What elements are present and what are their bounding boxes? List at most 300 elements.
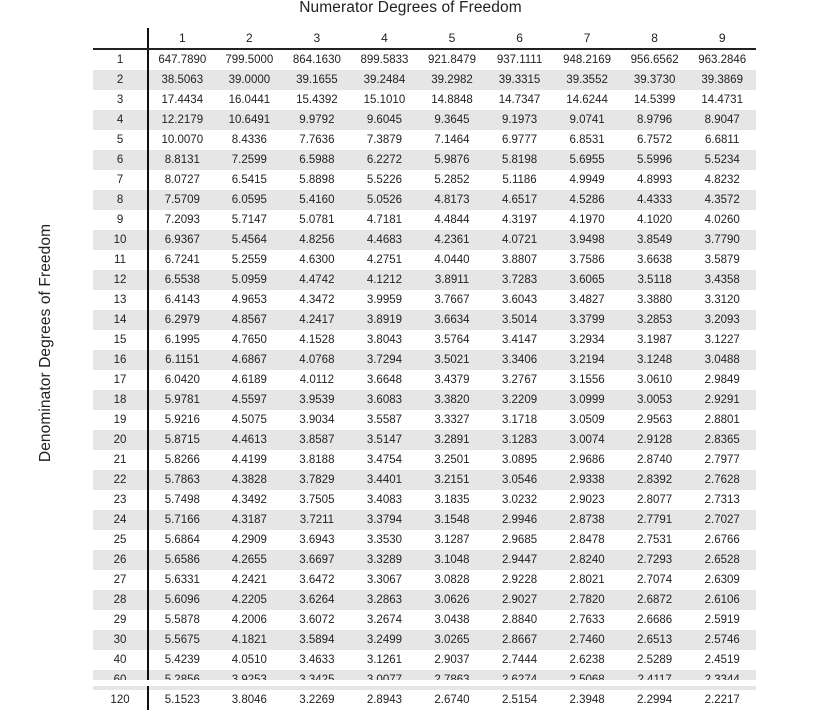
row-label-30: 30 bbox=[93, 630, 148, 650]
cell-r10-c1: 6.9367 bbox=[148, 230, 216, 250]
cell-r26-c2: 4.2655 bbox=[216, 550, 284, 570]
cell-r28-c3: 3.6264 bbox=[283, 590, 351, 610]
cell-r29-c5: 3.0438 bbox=[418, 610, 486, 630]
row-label-6: 6 bbox=[93, 150, 148, 170]
cell-r19-c9: 2.8801 bbox=[688, 410, 756, 430]
row-label-2: 2 bbox=[93, 70, 148, 90]
column-header-7: 7 bbox=[553, 28, 621, 49]
row-label-5: 5 bbox=[93, 130, 148, 150]
column-header-8: 8 bbox=[621, 28, 689, 49]
cell-r21-c1: 5.8266 bbox=[148, 450, 216, 470]
row-label-10: 10 bbox=[93, 230, 148, 250]
cell-r18-c3: 3.9539 bbox=[283, 390, 351, 410]
cell-r5-c9: 6.6811 bbox=[688, 130, 756, 150]
table-row bbox=[93, 450, 756, 470]
row-label-22: 22 bbox=[93, 470, 148, 490]
table-header bbox=[93, 28, 756, 49]
cell-r20-c1: 5.8715 bbox=[148, 430, 216, 450]
cell-r25-c6: 2.9685 bbox=[486, 530, 554, 550]
cell-r9-c2: 5.7147 bbox=[216, 210, 284, 230]
column-header-9: 9 bbox=[688, 28, 756, 49]
cell-r10-c2: 5.4564 bbox=[216, 230, 284, 250]
cell-r11-c7: 3.7586 bbox=[553, 250, 621, 270]
cell-r120-c9: 2.2217 bbox=[688, 690, 756, 710]
row-label-17: 17 bbox=[93, 370, 148, 390]
cell-r18-c6: 3.2209 bbox=[486, 390, 554, 410]
cell-r28-c6: 2.9027 bbox=[486, 590, 554, 610]
cell-r5-c5: 7.1464 bbox=[418, 130, 486, 150]
cell-r20-c9: 2.8365 bbox=[688, 430, 756, 450]
cell-r9-c9: 4.0260 bbox=[688, 210, 756, 230]
cell-r21-c4: 3.4754 bbox=[351, 450, 419, 470]
cell-r10-c7: 3.9498 bbox=[553, 230, 621, 250]
cell-r30-c2: 4.1821 bbox=[216, 630, 284, 650]
cell-r28-c7: 2.7820 bbox=[553, 590, 621, 610]
cell-r23-c6: 3.0232 bbox=[486, 490, 554, 510]
cell-r13-c3: 4.3472 bbox=[283, 290, 351, 310]
cell-r26-c8: 2.7293 bbox=[621, 550, 689, 570]
cell-r1-c9: 963.2846 bbox=[688, 49, 756, 70]
cell-r27-c6: 2.9228 bbox=[486, 570, 554, 590]
f-critical-values-table bbox=[93, 28, 756, 710]
cell-r24-c7: 2.8738 bbox=[553, 510, 621, 530]
cell-r27-c2: 4.2421 bbox=[216, 570, 284, 590]
cell-r15-c9: 3.1227 bbox=[688, 330, 756, 350]
cell-r11-c2: 5.2559 bbox=[216, 250, 284, 270]
cell-r27-c8: 2.7074 bbox=[621, 570, 689, 590]
cell-r9-c5: 4.4844 bbox=[418, 210, 486, 230]
cell-r4-c3: 9.9792 bbox=[283, 110, 351, 130]
cell-r24-c4: 3.3794 bbox=[351, 510, 419, 530]
cell-r13-c2: 4.9653 bbox=[216, 290, 284, 310]
cell-r14-c9: 3.2093 bbox=[688, 310, 756, 330]
cell-r120-c6: 2.5154 bbox=[486, 690, 554, 710]
cell-r7-c3: 5.8898 bbox=[283, 170, 351, 190]
table-row bbox=[93, 150, 756, 170]
cell-r3-c5: 14.8848 bbox=[418, 90, 486, 110]
cell-r7-c9: 4.8232 bbox=[688, 170, 756, 190]
cell-r11-c8: 3.6638 bbox=[621, 250, 689, 270]
cell-r14-c1: 6.2979 bbox=[148, 310, 216, 330]
row-label-16: 16 bbox=[93, 350, 148, 370]
cell-r6-c5: 5.9876 bbox=[418, 150, 486, 170]
cell-r40-c9: 2.4519 bbox=[688, 650, 756, 670]
cell-r8-c4: 5.0526 bbox=[351, 190, 419, 210]
cell-r3-c8: 14.5399 bbox=[621, 90, 689, 110]
cell-r23-c8: 2.8077 bbox=[621, 490, 689, 510]
table-row bbox=[93, 610, 756, 630]
cell-r8-c1: 7.5709 bbox=[148, 190, 216, 210]
cell-r8-c8: 4.4333 bbox=[621, 190, 689, 210]
cell-r2-c2: 39.0000 bbox=[216, 70, 284, 90]
cell-r27-c4: 3.3067 bbox=[351, 570, 419, 590]
cell-r11-c1: 6.7241 bbox=[148, 250, 216, 270]
cell-r19-c8: 2.9563 bbox=[621, 410, 689, 430]
cell-r4-c5: 9.3645 bbox=[418, 110, 486, 130]
cell-r19-c6: 3.1718 bbox=[486, 410, 554, 430]
row-label-25: 25 bbox=[93, 530, 148, 550]
cell-r26-c7: 2.8240 bbox=[553, 550, 621, 570]
cell-r24-c2: 4.3187 bbox=[216, 510, 284, 530]
cell-r14-c6: 3.5014 bbox=[486, 310, 554, 330]
cell-r4-c4: 9.6045 bbox=[351, 110, 419, 130]
cell-r8-c5: 4.8173 bbox=[418, 190, 486, 210]
cell-r13-c7: 3.4827 bbox=[553, 290, 621, 310]
row-label-7: 7 bbox=[93, 170, 148, 190]
cell-r4-c9: 8.9047 bbox=[688, 110, 756, 130]
cell-r17-c1: 6.0420 bbox=[148, 370, 216, 390]
cell-r28-c1: 5.6096 bbox=[148, 590, 216, 610]
cell-r22-c4: 3.4401 bbox=[351, 470, 419, 490]
cell-r29-c4: 3.2674 bbox=[351, 610, 419, 630]
cell-r120-c7: 2.3948 bbox=[553, 690, 621, 710]
row-label-18: 18 bbox=[93, 390, 148, 410]
cell-r26-c4: 3.3289 bbox=[351, 550, 419, 570]
cell-r2-c8: 39.3730 bbox=[621, 70, 689, 90]
cell-r8-c6: 4.6517 bbox=[486, 190, 554, 210]
cell-r2-c6: 39.3315 bbox=[486, 70, 554, 90]
cell-r9-c1: 7.2093 bbox=[148, 210, 216, 230]
row-label-27: 27 bbox=[93, 570, 148, 590]
cell-r11-c4: 4.2751 bbox=[351, 250, 419, 270]
cell-r27-c1: 5.6331 bbox=[148, 570, 216, 590]
row-label-1: 1 bbox=[93, 49, 148, 70]
cell-r10-c5: 4.2361 bbox=[418, 230, 486, 250]
cell-r15-c5: 3.5764 bbox=[418, 330, 486, 350]
cell-r7-c5: 5.2852 bbox=[418, 170, 486, 190]
cell-r18-c1: 5.9781 bbox=[148, 390, 216, 410]
table-row bbox=[93, 550, 756, 570]
cell-r8-c9: 4.3572 bbox=[688, 190, 756, 210]
cell-r14-c5: 3.6634 bbox=[418, 310, 486, 330]
column-header-4: 4 bbox=[351, 28, 419, 49]
cell-r23-c3: 3.7505 bbox=[283, 490, 351, 510]
cell-r17-c7: 3.1556 bbox=[553, 370, 621, 390]
column-header-1: 1 bbox=[148, 28, 216, 49]
cell-r27-c9: 2.6309 bbox=[688, 570, 756, 590]
row-label-29: 29 bbox=[93, 610, 148, 630]
cell-r10-c6: 4.0721 bbox=[486, 230, 554, 250]
cell-r3-c3: 15.4392 bbox=[283, 90, 351, 110]
cell-r15-c6: 3.4147 bbox=[486, 330, 554, 350]
cell-r21-c7: 2.9686 bbox=[553, 450, 621, 470]
cell-r11-c3: 4.6300 bbox=[283, 250, 351, 270]
cell-r27-c5: 3.0828 bbox=[418, 570, 486, 590]
cell-r40-c7: 2.6238 bbox=[553, 650, 621, 670]
cell-r1-c3: 864.1630 bbox=[283, 49, 351, 70]
cell-r120-c3: 3.2269 bbox=[283, 690, 351, 710]
cell-r21-c6: 3.0895 bbox=[486, 450, 554, 470]
cell-r9-c6: 4.3197 bbox=[486, 210, 554, 230]
denominator-axis-label-text: Denominator Degrees of Freedom bbox=[37, 223, 55, 463]
cell-r6-c9: 5.5234 bbox=[688, 150, 756, 170]
table-header-row bbox=[93, 28, 756, 49]
cell-r2-c7: 39.3552 bbox=[553, 70, 621, 90]
cell-r20-c3: 3.8587 bbox=[283, 430, 351, 450]
cell-r2-c3: 39.1655 bbox=[283, 70, 351, 90]
table-row bbox=[93, 510, 756, 530]
cell-r30-c6: 2.8667 bbox=[486, 630, 554, 650]
cell-r16-c3: 4.0768 bbox=[283, 350, 351, 370]
cell-r28-c9: 2.6106 bbox=[688, 590, 756, 610]
row-label-19: 19 bbox=[93, 410, 148, 430]
row-label-40: 40 bbox=[93, 650, 148, 670]
cell-r1-c8: 956.6562 bbox=[621, 49, 689, 70]
cell-r29-c2: 4.2006 bbox=[216, 610, 284, 630]
cell-r16-c6: 3.3406 bbox=[486, 350, 554, 370]
cell-r21-c9: 2.7977 bbox=[688, 450, 756, 470]
cell-r4-c7: 9.0741 bbox=[553, 110, 621, 130]
cell-r11-c5: 4.0440 bbox=[418, 250, 486, 270]
cell-r26-c1: 5.6586 bbox=[148, 550, 216, 570]
table-row bbox=[93, 130, 756, 150]
row-label-4: 4 bbox=[93, 110, 148, 130]
table-row bbox=[93, 230, 756, 250]
cell-r120-c2: 3.8046 bbox=[216, 690, 284, 710]
cell-r1-c6: 937.1111 bbox=[486, 49, 554, 70]
cell-r5-c6: 6.9777 bbox=[486, 130, 554, 150]
cell-r19-c1: 5.9216 bbox=[148, 410, 216, 430]
cell-r5-c7: 6.8531 bbox=[553, 130, 621, 150]
cell-r23-c7: 2.9023 bbox=[553, 490, 621, 510]
table-body bbox=[93, 49, 756, 710]
cell-r16-c1: 6.1151 bbox=[148, 350, 216, 370]
cell-r29-c8: 2.6686 bbox=[621, 610, 689, 630]
cell-r5-c1: 10.0070 bbox=[148, 130, 216, 150]
row-label-28: 28 bbox=[93, 590, 148, 610]
cell-r24-c1: 5.7166 bbox=[148, 510, 216, 530]
cell-r12-c5: 3.8911 bbox=[418, 270, 486, 290]
cell-r18-c4: 3.6083 bbox=[351, 390, 419, 410]
cell-r20-c4: 3.5147 bbox=[351, 430, 419, 450]
cell-r29-c3: 3.6072 bbox=[283, 610, 351, 630]
cell-r9-c3: 5.0781 bbox=[283, 210, 351, 230]
cell-r28-c4: 3.2863 bbox=[351, 590, 419, 610]
row-label-20: 20 bbox=[93, 430, 148, 450]
cell-r19-c5: 3.3327 bbox=[418, 410, 486, 430]
cell-r1-c2: 799.5000 bbox=[216, 49, 284, 70]
cell-r15-c2: 4.7650 bbox=[216, 330, 284, 350]
cell-r7-c6: 5.1186 bbox=[486, 170, 554, 190]
cell-r16-c5: 3.5021 bbox=[418, 350, 486, 370]
row-label-15: 15 bbox=[93, 330, 148, 350]
cell-r16-c9: 3.0488 bbox=[688, 350, 756, 370]
table-row bbox=[93, 470, 756, 490]
cell-r8-c2: 6.0595 bbox=[216, 190, 284, 210]
cell-r25-c4: 3.3530 bbox=[351, 530, 419, 550]
cell-r30-c1: 5.5675 bbox=[148, 630, 216, 650]
cell-r1-c5: 921.8479 bbox=[418, 49, 486, 70]
cell-r4-c8: 8.9796 bbox=[621, 110, 689, 130]
row-label-12: 12 bbox=[93, 270, 148, 290]
cell-r28-c5: 3.0626 bbox=[418, 590, 486, 610]
cell-r16-c7: 3.2194 bbox=[553, 350, 621, 370]
cell-r18-c2: 4.5597 bbox=[216, 390, 284, 410]
cell-r13-c6: 3.6043 bbox=[486, 290, 554, 310]
cell-r17-c5: 3.4379 bbox=[418, 370, 486, 390]
cell-r12-c2: 5.0959 bbox=[216, 270, 284, 290]
cell-r120-c1: 5.1523 bbox=[148, 690, 216, 710]
cell-r24-c5: 3.1548 bbox=[418, 510, 486, 530]
cell-r22-c9: 2.7628 bbox=[688, 470, 756, 490]
cell-r4-c6: 9.1973 bbox=[486, 110, 554, 130]
cell-r7-c8: 4.8993 bbox=[621, 170, 689, 190]
cell-r2-c4: 39.2484 bbox=[351, 70, 419, 90]
cell-r30-c5: 3.0265 bbox=[418, 630, 486, 650]
cell-r5-c2: 8.4336 bbox=[216, 130, 284, 150]
cell-r16-c4: 3.7294 bbox=[351, 350, 419, 370]
cell-r13-c9: 3.3120 bbox=[688, 290, 756, 310]
cell-r6-c1: 8.8131 bbox=[148, 150, 216, 170]
cell-r10-c8: 3.8549 bbox=[621, 230, 689, 250]
table-row bbox=[93, 70, 756, 90]
table-row bbox=[93, 210, 756, 230]
cell-r25-c1: 5.6864 bbox=[148, 530, 216, 550]
table-row bbox=[93, 650, 756, 670]
cell-r1-c4: 899.5833 bbox=[351, 49, 419, 70]
table-row bbox=[93, 570, 756, 590]
cell-r18-c8: 3.0053 bbox=[621, 390, 689, 410]
table-row bbox=[93, 370, 756, 390]
cell-r25-c3: 3.6943 bbox=[283, 530, 351, 550]
cell-r40-c5: 2.9037 bbox=[418, 650, 486, 670]
cell-r17-c2: 4.6189 bbox=[216, 370, 284, 390]
cell-r3-c1: 17.4434 bbox=[148, 90, 216, 110]
cell-r13-c8: 3.3880 bbox=[621, 290, 689, 310]
cell-r40-c2: 4.0510 bbox=[216, 650, 284, 670]
table-row bbox=[93, 270, 756, 290]
page-title: Numerator Degrees of Freedom bbox=[299, 0, 522, 16]
cell-r14-c4: 3.8919 bbox=[351, 310, 419, 330]
cell-r29-c6: 2.8840 bbox=[486, 610, 554, 630]
cell-r30-c8: 2.6513 bbox=[621, 630, 689, 650]
cell-r3-c2: 16.0441 bbox=[216, 90, 284, 110]
cell-r19-c7: 3.0509 bbox=[553, 410, 621, 430]
cell-r13-c1: 6.4143 bbox=[148, 290, 216, 310]
cell-r17-c8: 3.0610 bbox=[621, 370, 689, 390]
table-row bbox=[93, 630, 756, 650]
row-label-23: 23 bbox=[93, 490, 148, 510]
cell-r10-c3: 4.8256 bbox=[283, 230, 351, 250]
cell-r17-c4: 3.6648 bbox=[351, 370, 419, 390]
cell-r24-c9: 2.7027 bbox=[688, 510, 756, 530]
column-header-2: 2 bbox=[216, 28, 284, 49]
cell-r15-c8: 3.1987 bbox=[621, 330, 689, 350]
column-header-5: 5 bbox=[418, 28, 486, 49]
cell-r11-c9: 3.5879 bbox=[688, 250, 756, 270]
cell-r18-c5: 3.3820 bbox=[418, 390, 486, 410]
cell-r20-c6: 3.1283 bbox=[486, 430, 554, 450]
cell-r18-c9: 2.9291 bbox=[688, 390, 756, 410]
table-corner-cell bbox=[93, 28, 148, 49]
cell-r40-c3: 3.4633 bbox=[283, 650, 351, 670]
row-label-8: 8 bbox=[93, 190, 148, 210]
cell-r20-c8: 2.9128 bbox=[621, 430, 689, 450]
cell-r15-c3: 4.1528 bbox=[283, 330, 351, 350]
cell-r22-c3: 3.7829 bbox=[283, 470, 351, 490]
cell-r7-c1: 8.0727 bbox=[148, 170, 216, 190]
cell-r6-c2: 7.2599 bbox=[216, 150, 284, 170]
cell-r120-c4: 2.8943 bbox=[351, 690, 419, 710]
table-container bbox=[93, 28, 758, 710]
cell-r27-c3: 3.6472 bbox=[283, 570, 351, 590]
cell-r15-c1: 6.1995 bbox=[148, 330, 216, 350]
cell-r23-c4: 3.4083 bbox=[351, 490, 419, 510]
cell-r20-c7: 3.0074 bbox=[553, 430, 621, 450]
cell-r6-c3: 6.5988 bbox=[283, 150, 351, 170]
table-row bbox=[93, 410, 756, 430]
cell-r8-c7: 4.5286 bbox=[553, 190, 621, 210]
cell-r3-c7: 14.6244 bbox=[553, 90, 621, 110]
cell-r3-c9: 14.4731 bbox=[688, 90, 756, 110]
cell-r9-c7: 4.1970 bbox=[553, 210, 621, 230]
cell-r14-c3: 4.2417 bbox=[283, 310, 351, 330]
cell-r24-c8: 2.7791 bbox=[621, 510, 689, 530]
cell-r29-c9: 2.5919 bbox=[688, 610, 756, 630]
row-label-120: 120 bbox=[93, 690, 148, 710]
cell-r17-c6: 3.2767 bbox=[486, 370, 554, 390]
cell-r6-c6: 5.8198 bbox=[486, 150, 554, 170]
cell-r29-c1: 5.5878 bbox=[148, 610, 216, 630]
cell-r23-c2: 4.3492 bbox=[216, 490, 284, 510]
table-row bbox=[93, 590, 756, 610]
cell-r12-c9: 3.4358 bbox=[688, 270, 756, 290]
table-row bbox=[93, 49, 756, 70]
cell-r16-c8: 3.1248 bbox=[621, 350, 689, 370]
bottom-edge bbox=[0, 680, 821, 686]
table-row bbox=[93, 170, 756, 190]
cell-r40-c6: 2.7444 bbox=[486, 650, 554, 670]
table-row bbox=[93, 330, 756, 350]
cell-r24-c3: 3.7211 bbox=[283, 510, 351, 530]
cell-r1-c1: 647.7890 bbox=[148, 49, 216, 70]
cell-r26-c9: 2.6528 bbox=[688, 550, 756, 570]
cell-r17-c3: 4.0112 bbox=[283, 370, 351, 390]
cell-r30-c3: 3.5894 bbox=[283, 630, 351, 650]
cell-r13-c5: 3.7667 bbox=[418, 290, 486, 310]
cell-r20-c5: 3.2891 bbox=[418, 430, 486, 450]
cell-r26-c5: 3.1048 bbox=[418, 550, 486, 570]
table-row bbox=[93, 250, 756, 270]
cell-r3-c4: 15.1010 bbox=[351, 90, 419, 110]
cell-r120-c5: 2.6740 bbox=[418, 690, 486, 710]
cell-r2-c5: 39.2982 bbox=[418, 70, 486, 90]
cell-r14-c8: 3.2853 bbox=[621, 310, 689, 330]
cell-r13-c4: 3.9959 bbox=[351, 290, 419, 310]
table-row bbox=[93, 190, 756, 210]
cell-r26-c3: 3.6697 bbox=[283, 550, 351, 570]
cell-r5-c3: 7.7636 bbox=[283, 130, 351, 150]
cell-r19-c3: 3.9034 bbox=[283, 410, 351, 430]
cell-r18-c7: 3.0999 bbox=[553, 390, 621, 410]
cell-r15-c7: 3.2934 bbox=[553, 330, 621, 350]
table-row bbox=[93, 310, 756, 330]
table-row bbox=[93, 290, 756, 310]
table-row bbox=[93, 110, 756, 130]
column-header-6: 6 bbox=[486, 28, 554, 49]
cell-r30-c4: 3.2499 bbox=[351, 630, 419, 650]
cell-r5-c4: 7.3879 bbox=[351, 130, 419, 150]
cell-r29-c7: 2.7633 bbox=[553, 610, 621, 630]
cell-r15-c4: 3.8043 bbox=[351, 330, 419, 350]
cell-r7-c4: 5.5226 bbox=[351, 170, 419, 190]
row-label-9: 9 bbox=[93, 210, 148, 230]
cell-r22-c1: 5.7863 bbox=[148, 470, 216, 490]
cell-r25-c7: 2.8478 bbox=[553, 530, 621, 550]
cell-r40-c1: 5.4239 bbox=[148, 650, 216, 670]
cell-r6-c4: 6.2272 bbox=[351, 150, 419, 170]
cell-r21-c8: 2.8740 bbox=[621, 450, 689, 470]
